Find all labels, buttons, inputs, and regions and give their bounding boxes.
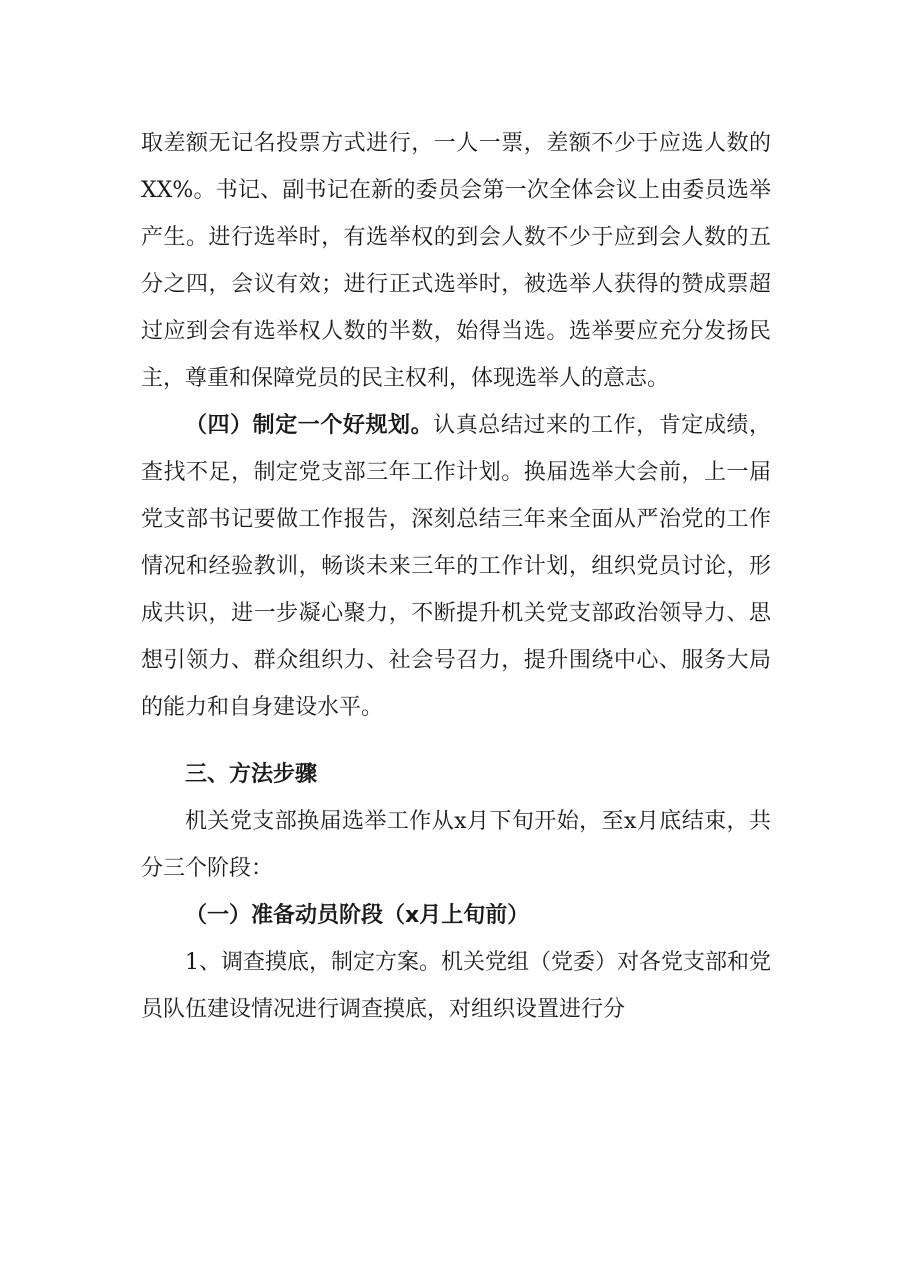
plan-heading: （四）制定一个好规划。 [185,413,434,438]
paragraph-survey: 1、调查摸底，制定方案。机关党组（党委）对各党支部和党员队伍建设情况进行调查摸底，对组织设置进行分 [141,950,771,1022]
section-spacer [141,731,771,751]
document-page [141,120,771,1033]
plan-body: 认真总结过来的工作，肯定成绩，查找不足，制定党支部三年工作计划。换届选举大会前，上一届党支部书记要做工作报告，深刻总结三年来全面从严治党的工作情况和经验教训，畅谈未来三年的工作计划，组织党员讨论，形成共识，进一步凝心聚力，不断提升机关党支部政治领导力、思想引领力、群众组织力、社会号召力，提升围绕中心、服务大局的能力和自身建设水平。 [141,413,771,720]
paragraph-election-rules: 取差额无记名投票方式进行，一人一票，差额不少于应选人数的XX%。书记、副书记在新的委员会第一次全体会议上由委员选举产生。进行选举时，有选举权的到会人数不少于应到会人数的五分之四，会议有效；进行正式选举时，被选举人获得的赞成票超过应到会有选举权人数的半数，始得当选。选举要应充分发扬民主，尊重和保障党员的民主权利，体现选举人的意志。 [141,131,771,391]
subheading-preparation: （一）准备动员阶段（x月上旬前） [185,903,530,928]
section-heading-methods: 三、方法步骤 [185,762,318,787]
paragraph-plan [141,402,771,731]
paragraph-schedule: 机关党支部换届选举工作从x月下旬开始，至x月底结束，共分三个阶段： [141,809,771,881]
